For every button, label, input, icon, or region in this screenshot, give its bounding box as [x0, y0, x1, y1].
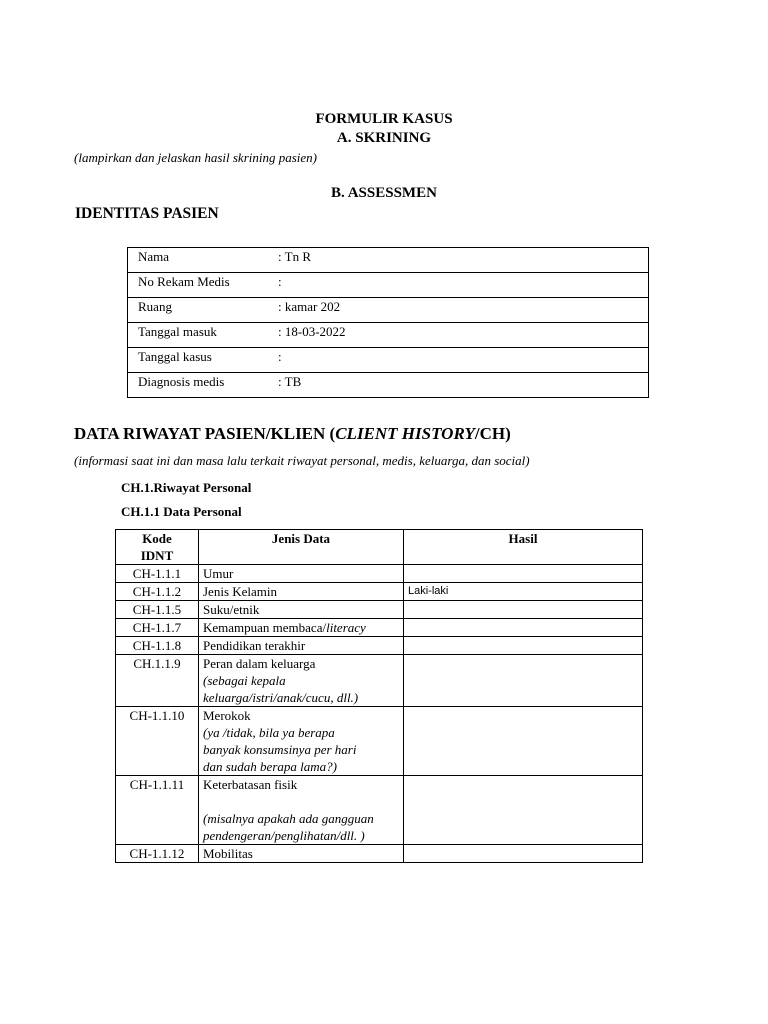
table-header-row: [116, 530, 643, 565]
identitas-value: : Tn R: [278, 248, 649, 273]
row-jenis: Jenis Kelamin: [199, 583, 404, 601]
row-hasil: [404, 845, 643, 863]
row-jenis: Pendidikan terakhir: [199, 637, 404, 655]
identitas-value: :: [278, 348, 649, 373]
row-jenis-main: Peran dalam keluarga: [203, 656, 316, 671]
identitas-table: [127, 247, 649, 398]
row-hasil: [404, 601, 643, 619]
row-hasil: [404, 776, 643, 845]
row-jenis: [199, 776, 404, 845]
row-jenis-italic: literacy: [326, 620, 366, 635]
identitas-row: [128, 298, 649, 323]
table-row: [116, 707, 643, 776]
history-heading-pre: DATA RIWAYAT PASIEN/KLIEN (: [74, 424, 336, 443]
row-jenis: [199, 619, 404, 637]
row-hasil: [404, 565, 643, 583]
table-row: [116, 776, 643, 845]
table-row: [116, 583, 643, 601]
row-code: CH-1.1.2: [116, 583, 199, 601]
header-kode: [116, 530, 199, 565]
identitas-value: :: [278, 273, 649, 298]
identitas-value: : kamar 202: [278, 298, 649, 323]
table-row: [116, 845, 643, 863]
identitas-label: Diagnosis medis: [128, 373, 279, 398]
row-jenis: [199, 655, 404, 707]
section-b-heading: B. ASSESSMEN: [331, 185, 437, 201]
row-jenis: [199, 707, 404, 776]
header-hasil: Hasil: [404, 530, 643, 565]
row-jenis-sub: (ya /tidak, bila ya berapa banyak konsumsinya per hari dan sudah berapa lama?): [203, 725, 357, 774]
header-kode-line1: Kode: [142, 531, 172, 546]
row-jenis-main: Keterbatasan fisik: [203, 777, 298, 792]
row-code: CH-1.1.8: [116, 637, 199, 655]
header-kode-line2: IDNT: [140, 548, 174, 563]
row-code: CH-1.1.12: [116, 845, 199, 863]
identitas-row: [128, 323, 649, 348]
history-heading-italic: CLIENT HISTORY: [335, 424, 475, 443]
history-heading-post: /CH): [474, 424, 511, 443]
identitas-row: [128, 273, 649, 298]
identitas-label: Tanggal kasus: [128, 348, 279, 373]
table-row: [116, 655, 643, 707]
row-jenis: Mobilitas: [199, 845, 404, 863]
table-row: [116, 619, 643, 637]
data-personal-heading: CH.1.1 Data Personal: [121, 504, 242, 519]
identitas-label: Ruang: [128, 298, 279, 323]
identitas-label: Tanggal masuk: [128, 323, 279, 348]
identitas-label: Nama: [128, 248, 279, 273]
data-personal-table: [115, 529, 643, 863]
row-jenis: Umur: [199, 565, 404, 583]
row-hasil: [404, 707, 643, 776]
row-jenis-main: Merokok: [203, 708, 251, 723]
row-code: CH-1.1.10: [116, 707, 199, 776]
table-row: [116, 601, 643, 619]
history-note: (informasi saat ini dan masa lalu terkait riwayat personal, medis, keluarga, dan social): [74, 453, 530, 468]
table-row: [116, 565, 643, 583]
row-code: CH.1.1.9: [116, 655, 199, 707]
identitas-heading: IDENTITAS PASIEN: [75, 205, 219, 222]
row-jenis-sub: (misalnya apakah ada gangguan pendengeran/penglihatan/dll. ): [203, 811, 374, 843]
row-jenis-sub: (sebagai kepala keluarga/istri/anak/cucu, dll.): [203, 673, 359, 705]
row-code: CH-1.1.7: [116, 619, 199, 637]
row-code: CH-1.1.1: [116, 565, 199, 583]
identitas-label: No Rekam Medis: [128, 273, 279, 298]
row-jenis: Suku/etnik: [199, 601, 404, 619]
header-jenis-data: Jenis Data: [199, 530, 404, 565]
riwayat-personal-heading: CH.1.Riwayat Personal: [121, 480, 252, 495]
row-hasil: [404, 655, 643, 707]
history-heading: [74, 424, 511, 444]
section-a-heading: A. SKRINING: [336, 130, 432, 146]
identitas-row: [128, 248, 649, 273]
form-title: FORMULIR KASUS: [315, 111, 453, 127]
identitas-row: [128, 348, 649, 373]
skrining-note: (lampirkan dan jelaskan hasil skrining pasien): [74, 150, 318, 165]
row-code: CH-1.1.11: [116, 776, 199, 845]
identitas-value: : TB: [278, 373, 649, 398]
identitas-value: : 18-03-2022: [278, 323, 649, 348]
row-code: CH-1.1.5: [116, 601, 199, 619]
table-row: [116, 637, 643, 655]
row-hasil: [404, 619, 643, 637]
row-hasil: Laki-laki: [404, 583, 643, 601]
row-hasil: [404, 637, 643, 655]
identitas-row: [128, 373, 649, 398]
row-jenis-pre: Kemampuan membaca/: [203, 620, 327, 635]
